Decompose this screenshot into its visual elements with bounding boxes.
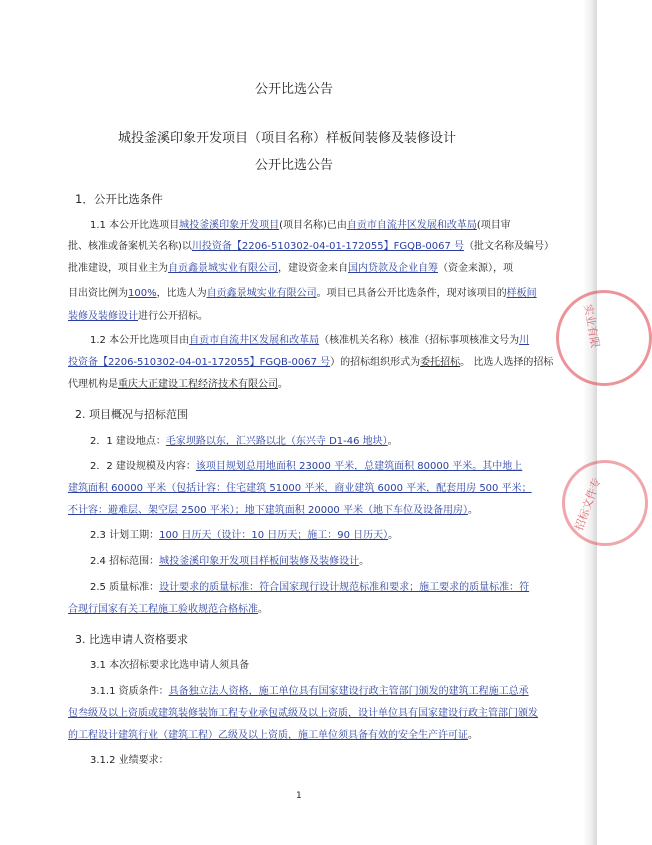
company-seal-stamp [556,290,652,386]
section-3-title: 3. 比选申请人资格要求 [75,633,188,646]
para-1-2-line-3: 代理机构是重庆大正建设工程经济技术有限公司。 [68,379,288,390]
para-1-2-line-1: 1.2 本公开比选项目由自贡市自流井区发展和改革局（核准机关名称）核准（招标事项核准文号为川 [90,335,530,346]
tender-seal-stamp [562,460,648,546]
para-3-1-1-line-3: 的工程设计建筑行业（建筑工程）乙级及以上资质，施工单位须具备有效的安全生产许可证。 [68,730,478,741]
para-1-1-line-3: 批准建设，项目业主为自贡鑫景城实业有限公司，建设资金来自国内贷款及企业自筹（资金来源），项 [68,263,513,274]
para-2-5-line-2: 合现行国家有关工程施工验收规范合格标准。 [68,604,268,615]
project-subtitle: 城投釜溪印象开发项目（项目名称）样板间装修及装修设计 [118,131,457,146]
para-3-1-1-line-2: 包叁级及以上资质或建筑装修装饰工程专业承包贰级及以上资质，设计单位具有国家建设行政主管部门颁发 [68,708,538,719]
para-2-2-line-2: 建筑面积 60000 平米（包括计容：住宅建筑 51000 平米，商业建筑 6000 平米，配套用房 500 平米； [68,483,532,494]
para-2-2-line-3: 不计容：避难层、架空层 2500 平米）；地下建筑面积 20000 平米（地下车位及设备用房）。 [68,505,478,516]
para-3-1-2: 3.1.2 业绩要求： [90,755,169,766]
para-2-2-line-1: 2．2 建设规模及内容：该项目规划总用地面积 23000 平米，总建筑面积 80000 平米。其中地上 [90,461,523,472]
para-1-1-line-2: 批、核准或备案机关名称)以川投资备【2206-510302-04-01-172055】FGQB-0067 号（批文名称及编号） [68,241,555,252]
para-2-5-line-1: 2.5 质量标准：设计要求的质量标准：符合国家现行设计规范标准和要求；施工要求的质量标准：符 [90,582,530,593]
para-1-1-line-4: 目出资比例为100%，比选人为自贡鑫景城实业有限公司。项目已具备公开比选条件，现对该项目的样板间 [68,288,537,299]
para-3-1-1-line-1: 3.1.1 资质条件：具备独立法人资格，施工单位具有国家建设行政主管部门颁发的建筑工程施工总承 [90,686,529,697]
project-subtitle-2: 公开比选公告 [255,158,334,173]
seal-text-2: 招标文件专 [572,476,604,533]
para-2-1: 2．1 建设地点：毛家坝路以东，汇兴路以北（东兴寺 D1-46 地块）。 [90,436,398,447]
main-title: 公开比选公告 [255,82,334,97]
para-1-2-line-2: 投资备【2206-510302-04-01-172055】FGQB-0067 号）的招标组织形式为委托招标。 比选人选择的招标 [68,357,554,368]
page-edge-shadow [583,0,597,845]
para-1-1-line-5: 装修及装修设计进行公开招标。 [68,311,208,322]
section-2-title: 2. 项目概况与招标范围 [75,408,188,421]
section-1-title: 1．公开比选条件 [75,192,163,206]
para-2-4: 2.4 招标范围：城投釜溪印象开发项目样板间装修及装修设计。 [90,556,370,567]
page-number: 1 [296,791,302,801]
seal-text-1: 实业有限 [581,303,602,349]
para-3-1: 3.1 本次招标要求比选申请人须具备 [90,660,250,671]
para-2-3: 2.3 计划工期：100 日历天（设计：10 日历天；施工：90 日历天）。 [90,530,399,541]
para-1-1-line-1: 1.1 本公开比选项目城投釜溪印象开发项目(项目名称)已由自贡市自流井区发展和改革局(项目审 [90,220,511,231]
